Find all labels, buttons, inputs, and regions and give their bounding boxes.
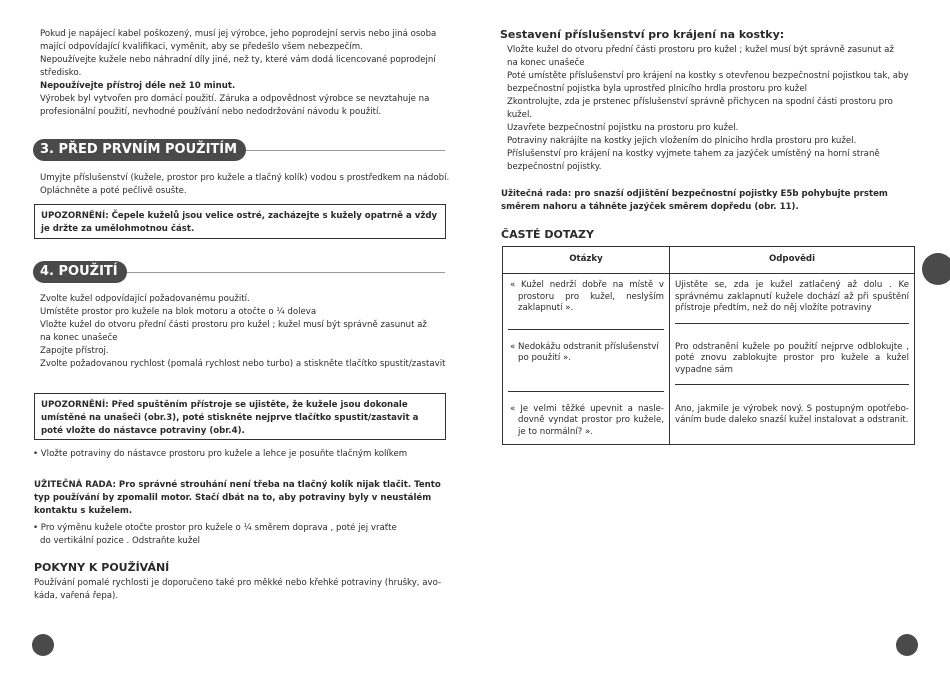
faq-col-answers: Odpovědi <box>670 247 915 274</box>
faq-question: « Nedokážu odstranit příslušenství po použití ». <box>510 341 659 363</box>
side-tab-marker <box>922 253 950 285</box>
section-3-text: Umyjte příslušenství (kužele, prostor pro kužele a tlačný kolík) vodou s prostředkem na nádobí. Opláchněte a poté pečlivě osušte. <box>40 173 450 196</box>
safety-lock-tip: Užitečná rada: pro snazší odjištění bezpečnostní pojistky E5b pohybujte prstem směrem nahoru a táhněte jazýček směrem dopředu (obr. 11). <box>501 189 888 212</box>
max-time-warning: Nepoužívejte přístroj déle než 10 minut. <box>40 81 236 91</box>
intro-text: Pokud je napájecí kabel poškozený, musí jej výrobce, jeho poprodejní servis nebo jiná osoba mající odpovídající kvalifikaci, vyměnit, aby se předešlo všem nebezpečím. Nepoužívejte kužele nebo náhradní díly jiné, než ty, které vám dodá licencované poprodejní středisko. Nepoužívejte přístroj déle než 10 minut. Výrobek byl vytvořen pro domácí použití. Záruka a odpovědnost výrobce se nevztahuje na profesionální použití, nevhodné používání nebo nedodržování návodu k použití. <box>40 28 450 119</box>
faq-question: « Kužel nedrží dobře na místě v prostoru pro kužel, neslyším zaklapnutí ». <box>510 280 664 313</box>
usage-tips-text: Používání pomalé rychlosti je doporučeno také pro měkké nebo křehké potraviny (hrušky, avo- káda, vařená řepa). <box>34 578 442 601</box>
section-4-title: 4. POUŽITÍ <box>33 261 127 283</box>
page-marker-circle <box>32 634 54 656</box>
row-divider <box>675 323 909 324</box>
page-marker-circle <box>896 634 918 656</box>
faq-answer: Ano, jakmile je výrobek nový. S postupným opotřebováním bude daleko snazší kužel instalovat a odstranit. <box>675 403 909 425</box>
section-divider <box>120 272 445 273</box>
faq-row <box>503 274 915 336</box>
row-divider <box>508 391 664 392</box>
usage-tips-heading: POKYNY K POUŽÍVÁNÍ <box>34 561 170 574</box>
section-divider <box>230 150 445 151</box>
section-4-text: Zvolte kužel odpovídající požadovanému použití. Umístěte prostor pro kužele na blok motoru a otočte o ¼ doleva Vložte kužel do otvoru přední části prostoru pro kužel ; kužel musí být správně zasunut až na konec unašeče Zapojte přístroj. Zvolte požadovanou rychlost (pomalá rychlost nebo turbo) a stiskněte tlačítko spustit/zastavit <box>40 294 446 369</box>
row-divider <box>508 329 664 330</box>
faq-question: « Je velmi těžké upevnit a nasledovně vyndat prostor pro kužele, je to normální? ». <box>510 403 664 437</box>
assembly-steps: Vložte kužel do otvoru přední části prostoru pro kužel ; kužel musí být správně zasunut až na konec unašeče Poté umístěte příslušenství pro krájení na kostky s otevřenou bezpečnostní pojistkou tak, aby bezpečnostní pojistka byla uprostřed plnicího hrdla prostoru pro kužel Zkontrolujte, zda je prstenec příslušenství správně přichycen na spodní části prostoru pro kužel. Uzavřete bezpečnostní pojistku na prostoru pro kužel. Potraviny nakrájíte na kostky jejich vložením do plnicího hrdla prostoru pro kužel. Příslušenství pro krájení na kostky vyjmete tahem za jazýček umístěný na horní straně bezpečnostní pojistky. <box>507 45 909 172</box>
faq-answer: Pro odstranění kužele po použití nejprve odblokujte , poté znovu zablokujte prostor pro kužele a kužel vypadne sám <box>675 341 909 375</box>
bullet-insert-food: • Vložte potraviny do nástavce prostoru pro kužele a lehce je posuňte tlačným kolíkem <box>33 449 408 459</box>
faq-row <box>503 398 915 445</box>
section-3-title: 3. PŘED PRVNÍM POUŽITÍM <box>33 139 246 161</box>
useful-tip: UŽITEČNÁ RADA: Pro správné strouhání není třeba na tlačný kolík nijak tlačit. Tento typ používání by zpomalil motor. Stačí dbát na to, aby potraviny byly v neustálém kontaktu s kuželem. <box>34 480 441 516</box>
faq-table <box>502 246 915 445</box>
warning-box-blades: UPOZORNĚNÍ: Čepele kuželů jsou velice ostré, zacházejte s kužely opatrně a vždy je držte za umělohmotnou část. <box>34 204 446 239</box>
warning-box-start: UPOZORNĚNÍ: Před spuštěním přístroje se ujistěte, že kužele jsou dokonale umístěné na unašeči (obr.3), poté stiskněte nejprve tlačítko spustit/zastavit a poté vložte do nástavce potraviny (obr.4). <box>34 393 446 440</box>
faq-row <box>503 336 915 398</box>
assembly-heading: Sestavení příslušenství pro krájení na kostky: <box>500 28 785 41</box>
faq-col-questions: Otázky <box>503 247 670 274</box>
faq-heading: ČASTÉ DOTAZY <box>501 228 594 241</box>
row-divider <box>675 384 909 385</box>
faq-answer: Ujistěte se, zda je kužel zatlačený až dolu . Ke správnému zaklapnutí kužele dochází až při spuštění přístroje předtím, než do něj vložíte potraviny <box>675 280 909 313</box>
bullet-change-cone: • Pro výměnu kužele otočte prostor pro kužele o ¼ směrem doprava , poté jej vraťte do vertikální pozice . Odstraňte kužel <box>33 523 397 546</box>
